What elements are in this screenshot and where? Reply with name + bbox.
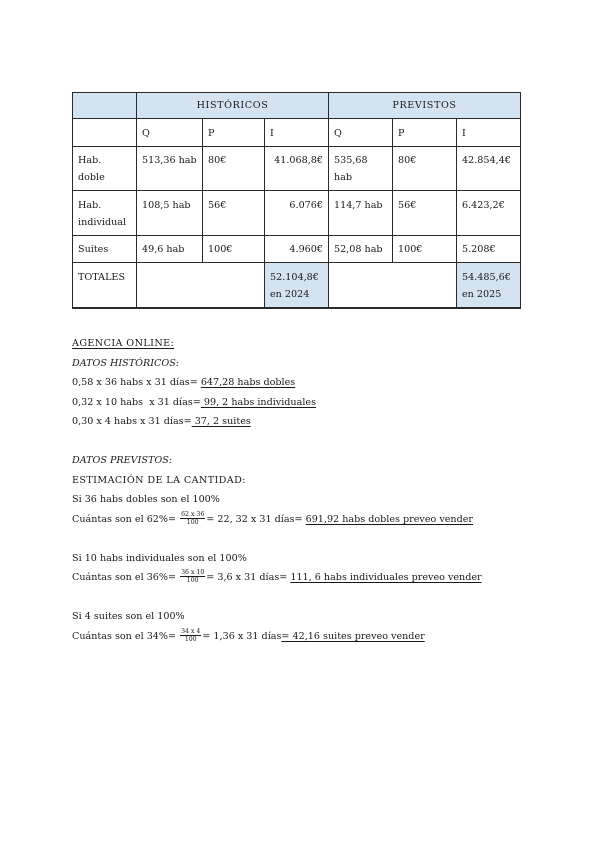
historicos-header: HISTÓRICOS [137, 93, 329, 119]
estim-calc-suites [72, 627, 542, 647]
hist-line-text: 0,32 x 10 habs x 31 días= [72, 396, 201, 408]
hist-line-individual [72, 393, 542, 413]
hist-line-suites [72, 412, 542, 432]
fraction-numerator: 36 x 10 [181, 569, 205, 576]
row-label-hab-individual [73, 191, 137, 236]
calc-result: 691,92 habs dobles preveo vender [305, 513, 474, 525]
fraction-denominator: 100 [184, 635, 197, 643]
cell-hist-p: 100€ [203, 236, 265, 263]
row-label-line2: individual [78, 217, 127, 228]
totals-hist-value [265, 263, 329, 309]
table-totals-row [73, 263, 521, 309]
totals-hist-amount: 52.104,8€ [270, 272, 319, 283]
cell-hist-q: 108,5 hab [137, 191, 203, 236]
row-label-suites: Suites [73, 236, 137, 263]
fraction-numerator: 62 x 36 [181, 510, 205, 518]
totals-label: TOTALES [73, 263, 137, 309]
agency-title: AGENCIA ONLINE: [72, 338, 175, 349]
cell-prev-p: 56€ [393, 191, 457, 236]
totals-prev-amount: 54.485,6€ [462, 272, 511, 283]
fraction [180, 511, 205, 526]
cell-prev-q: 535,68 hab [329, 147, 393, 191]
previstos-header: PREVISTOS [329, 93, 521, 119]
cell-prev-i: 42.854,4€ [457, 147, 521, 191]
cell-hist-p: 56€ [203, 191, 265, 236]
table-row [73, 236, 521, 263]
spacer [72, 432, 542, 452]
cell-prev-p: 80€ [393, 147, 457, 191]
estim-calc-doble [72, 510, 542, 530]
totals-prev-value [457, 263, 521, 309]
row-label-line1: Hab. [78, 200, 102, 211]
sub-header-prev-q: Q [329, 119, 393, 147]
table-corner-cell [73, 93, 137, 119]
cell-hist-q: 513,36 hab [137, 147, 203, 191]
sub-header-hist-p: P [203, 119, 265, 147]
agency-section [72, 334, 542, 646]
hist-line-text: 0,58 x 36 habs x 31 días= [72, 377, 201, 388]
fraction-denominator: 100 [186, 577, 199, 584]
sub-header-hist-q: Q [137, 119, 203, 147]
calc-middle: = 3,6 x 31 días= [206, 572, 291, 583]
estim-intro-individual: Si 10 habs individuales son el 100% [72, 552, 247, 564]
fraction [180, 569, 205, 584]
spacer [72, 588, 542, 608]
hist-line-text: 0,30 x 4 habs x 31 días= [72, 416, 192, 427]
sub-header-prev-i: I [457, 119, 521, 147]
table-group-header-row [73, 93, 521, 119]
fraction [180, 628, 201, 643]
calc-middle: = 22, 32 x 31 días= [206, 513, 306, 525]
calc-prefix: Cuántas son el 34%= [72, 630, 180, 642]
cell-prev-q: 52,08 hab [329, 236, 393, 263]
totals-prev-year: en 2025 [462, 289, 502, 300]
cell-hist-q: 49,6 hab [137, 236, 203, 263]
cell-hist-i: 6.076€ [265, 191, 329, 236]
estim-title: ESTIMACIÓN DE LA CANTIDAD: [72, 474, 246, 486]
estim-calc-individual [72, 568, 542, 588]
cell-prev-q: 114,7 hab [329, 191, 393, 236]
estim-intro-suites: Si 4 suites son el 100% [72, 611, 185, 622]
calc-middle: = 1,36 x 31 días [202, 630, 282, 642]
sub-header-hist-i: I [265, 119, 329, 147]
sub-header-prev-p: P [393, 119, 457, 147]
revenue-table [72, 92, 521, 309]
cell-prev-i: 6.423,2€ [457, 191, 521, 236]
cell-hist-i: 41.068,8€ [265, 147, 329, 191]
fraction-denominator: 100 [186, 518, 199, 526]
hist-line-result: 647,28 habs dobles [200, 377, 296, 388]
totals-empty-prev [329, 263, 457, 309]
estim-intro-doble: Si 36 habs dobles son el 100% [72, 494, 220, 505]
calc-prefix: Cuántas son el 62%= [72, 513, 180, 525]
cell-prev-p: 100€ [393, 236, 457, 263]
hist-line-result: 37, 2 suites [191, 416, 251, 427]
totals-empty-hist [137, 263, 265, 309]
prev-title: DATOS PREVISTOS: [72, 455, 173, 466]
table-row [73, 191, 521, 236]
cell-hist-p: 80€ [203, 147, 265, 191]
hist-title: DATOS HISTÓRICOS: [72, 357, 179, 369]
calc-result: = 42,16 suites preveo vender [281, 630, 425, 642]
table-row [73, 147, 521, 191]
totals-hist-year: en 2024 [270, 289, 310, 300]
hist-line-result: 99, 2 habs individuales [200, 396, 316, 408]
table-sub-header-row [73, 119, 521, 147]
hist-line-doble [72, 373, 542, 393]
cell-hist-i: 4.960€ [265, 236, 329, 263]
fraction-numerator: 34 x 4 [181, 627, 201, 635]
cell-prev-i: 5.208€ [457, 236, 521, 263]
row-label-hab-doble: Hab. doble [73, 147, 137, 191]
calc-prefix: Cuántas son el 36%= [72, 572, 180, 583]
calc-result: 111, 6 habs individuales preveo vender [290, 572, 482, 583]
sub-header-empty [73, 119, 137, 147]
spacer [72, 529, 542, 549]
